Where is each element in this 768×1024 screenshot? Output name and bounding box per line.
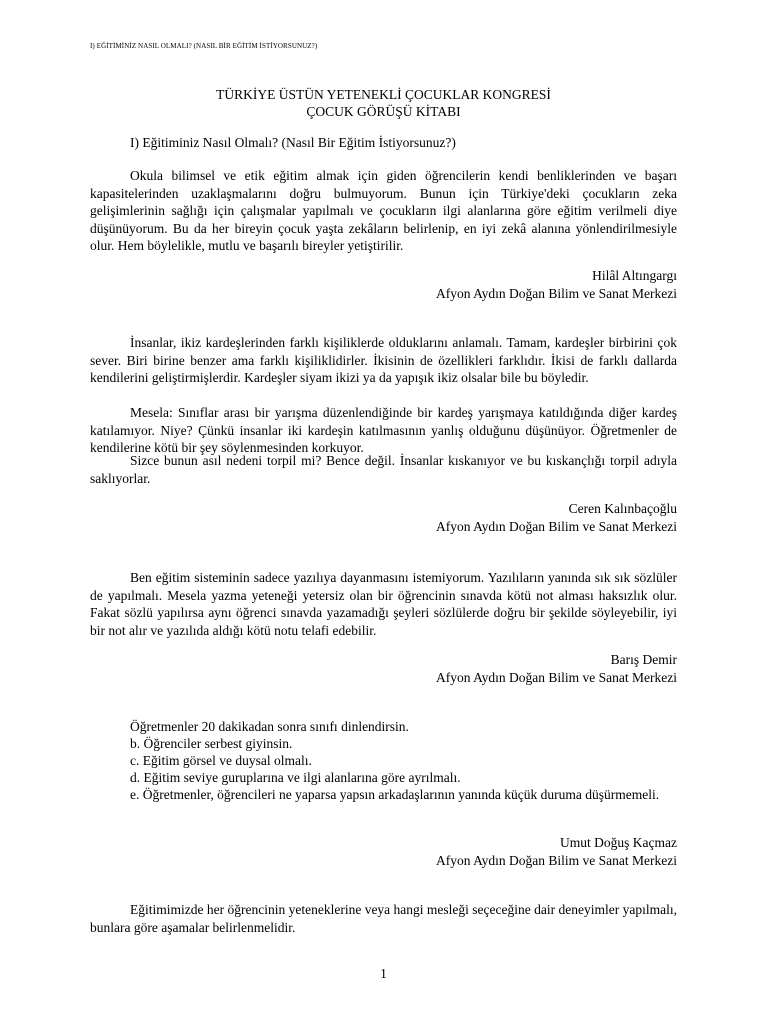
entry-2-paragraph-3: Sizce bunun asıl nedeni torpil mi? Bence değil. İnsanlar kıskanıyor ve bu kıskançlığı torpil adıyla saklıyorlar.	[90, 453, 677, 486]
author-institution: Afyon Aydın Doğan Bilim ve Sanat Merkezi	[436, 670, 677, 685]
entry-1-signature	[436, 267, 677, 303]
entry-4-list	[90, 718, 677, 803]
entry-2-paragraph-1: İnsanlar, ikiz kardeşlerinden farklı kişiliklerde olduklarını anlamalı. Tamam, kardeşler birbirini çok sever. Biri birine benzer ama farklı kişiliklidirler. İkisinin de özellikleri farklıdır. İkisi de farklı dallarda kendilerini geliştirmişlerdir. Kardeşler siyam ikizi ya da yapışık ikiz olsalar bile bu böyledir.	[90, 335, 677, 385]
author-name: Ceren Kalınbaçoğlu	[568, 501, 677, 516]
list-item: d. Eğitim seviye guruplarına ve ilgi alanlarına göre ayrılmalı.	[130, 770, 461, 785]
title-line-2: ÇOCUK GÖRÜŞÜ KİTABI	[306, 104, 461, 119]
document-page	[90, 0, 677, 1024]
list-item: c. Eğitim görsel ve duysal olmalı.	[130, 753, 312, 768]
list-item: Öğretmenler 20 dakikadan sonra sınıfı dinlendirsin.	[130, 719, 409, 734]
entry-2-signature	[436, 500, 677, 536]
author-name: Hilâl Altıngargı	[592, 268, 677, 283]
entry-5-paragraph-1: Eğitimimizde her öğrencinin yeteneklerine veya hangi mesleği seçeceğine dair deneyimler yapılmalı, bunlara göre aşamalar belirlenmelidir.	[90, 902, 677, 935]
list-item: b. Öğrenciler serbest giyinsin.	[130, 736, 293, 751]
section-heading: I) Eğitiminiz Nasıl Olmalı? (Nasıl Bir Eğitim İstiyorsunuz?)	[130, 135, 456, 150]
entry-3-signature	[436, 651, 677, 687]
document-title	[90, 86, 677, 120]
entry-2-paragraph-2: Mesela: Sınıflar arası bir yarışma düzenlendiğinde bir kardeş yarışmaya katıldığında diğer kardeş katılamıyor. Niye? Çünkü insanlar iki kardeşin katılmasının yanlış olduğunu düşünüyor. Öğretmenler de kendilerine kötü bir şey söylenmesinden korkuyor.	[90, 405, 677, 455]
title-line-1: TÜRKİYE ÜSTÜN YETENEKLİ ÇOCUKLAR KONGRESİ	[216, 87, 551, 102]
page-number: 1	[380, 966, 387, 981]
entry-4-signature	[436, 834, 677, 870]
list-item: e. Öğretmenler, öğrencileri ne yaparsa yapsın arkadaşlarının yanında küçük duruma düşürmemeli.	[130, 787, 660, 802]
author-name: Umut Doğuş Kaçmaz	[560, 835, 677, 850]
entry-1-paragraph-1: Okula bilimsel ve etik eğitim almak için giden öğrencilerin kendi benliklerinden ve başarı kapasitelerinden uzaklaşmalarını doğru bulmuyorum. Bunun için Türkiye'deki çocukların zeka gelişimlerinin sağlığı için çalışmalar yapılmalı ve çocukların ilgi alanlarına göre eğitim verilmeli diye düşünüyorum. Bu da her bireyin çocuk yaşta zekâların belirlenip, en iyi zekâ alanına yönlendirilmesiyle olur. Hem böylelikle, mutlu ve başarılı bireyler yetiştirilir.	[90, 168, 677, 253]
running-header: I) EĞİTİMİNİZ NASIL OLMALI? (NASIL BİR EĞİTİM İSTİYORSUNUZ?)	[90, 42, 318, 50]
author-name: Barış Demir	[610, 652, 677, 667]
author-institution: Afyon Aydın Doğan Bilim ve Sanat Merkezi	[436, 519, 677, 534]
entry-3-paragraph-1: Ben eğitim sisteminin sadece yazılıya dayanmasını istemiyorum. Yazılıların yanında sık sık sözlüler de yapılmalı. Mesela yazma yeteneği yetersiz olan bir öğrencinin sınavda kötü not alması haksızlık olur. Fakat sözlü yapılırsa aynı öğrenci sınavda yazamadığı şeyleri sözlülerde doğru bir şekilde söyleyebilir, iyi bir not alır ve yazılıda aldığı kötü notu telafi edebilir.	[90, 570, 677, 638]
author-institution: Afyon Aydın Doğan Bilim ve Sanat Merkezi	[436, 853, 677, 868]
author-institution: Afyon Aydın Doğan Bilim ve Sanat Merkezi	[436, 286, 677, 301]
